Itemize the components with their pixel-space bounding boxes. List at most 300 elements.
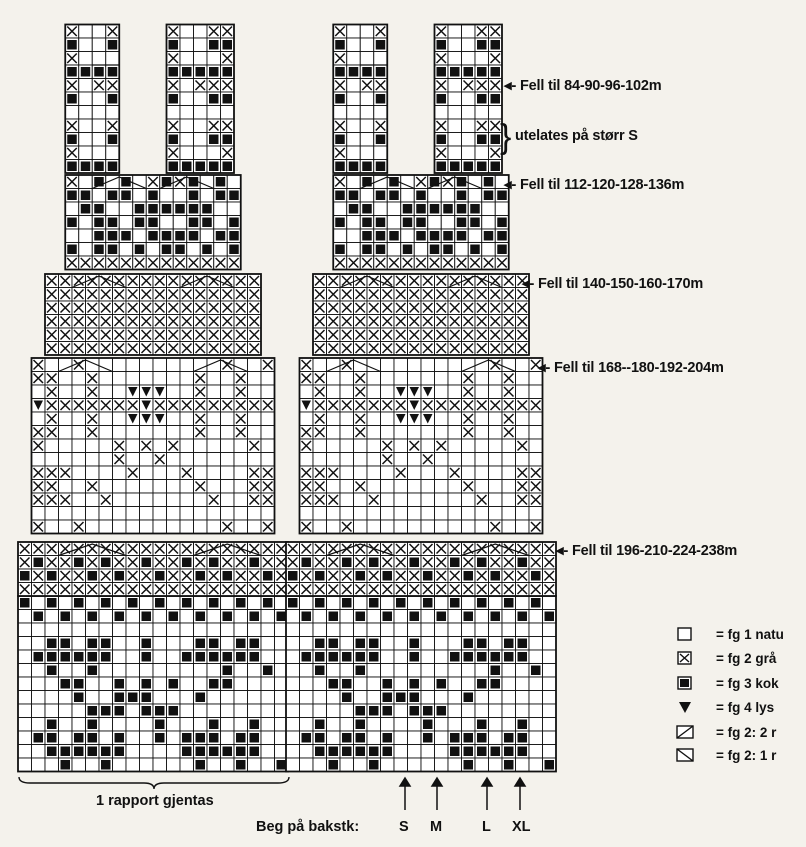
filled-cell [47,652,57,662]
filled-cell [410,612,420,622]
grid-cell [381,466,395,480]
filled-cell [250,639,260,649]
chart-piece-1 [18,25,288,772]
grid-cell [300,507,314,521]
grid-cell [99,453,113,467]
filled-cell [162,204,172,214]
filled-cell [329,639,339,649]
grid-cell [18,691,32,705]
grid-cell [167,718,181,732]
grid-cell [99,385,113,399]
diagonal-down-icon [676,748,694,762]
grid-cell [475,439,489,453]
filled-cell [209,94,219,104]
filled-cell [67,245,77,255]
filled-cell [263,598,273,608]
grid-cell [92,52,106,66]
grid-cell [234,480,248,494]
filled-cell [88,612,98,622]
grid-cell [221,439,235,453]
grid-cell [261,623,275,637]
grid-cell [207,146,221,160]
grid-cell [543,650,557,664]
filled-cell [162,245,172,255]
grid-cell [529,507,543,521]
grid-cell [381,623,395,637]
grid-cell [286,758,300,772]
filled-cell [223,162,233,172]
filled-cell [443,204,453,214]
grid-cell [489,718,503,732]
filled-cell [329,679,339,689]
grid-cell [140,520,154,534]
grid-cell [221,758,235,772]
grid-cell [394,426,408,440]
filled-cell [477,652,487,662]
grid-cell [72,704,86,718]
grid-cell [153,480,167,494]
grid-cell [340,637,354,651]
grid-cell [79,216,93,230]
grid-cell [462,439,476,453]
grid-cell [408,507,422,521]
grid-cell [153,623,167,637]
grid-cell [367,677,381,691]
filled-cell [497,245,507,255]
grid-cell [516,596,530,610]
grid-cell [529,623,543,637]
grid-cell [475,691,489,705]
filled-cell [470,245,480,255]
grid-cell [207,412,221,426]
filled-cell [403,218,413,228]
grid-cell [167,623,181,637]
filled-cell [169,679,179,689]
filled-cell [335,245,345,255]
filled-cell [148,191,158,201]
grid-cell [153,426,167,440]
grid-cell [354,453,368,467]
grid-cell [367,691,381,705]
grid-cell [167,637,181,651]
grid-cell [462,704,476,718]
filled-cell [94,204,104,214]
grid-cell [435,106,449,120]
filled-cell [115,733,125,743]
grid-cell [180,38,194,52]
filled-cell [223,67,233,77]
grid-cell [462,119,476,133]
filled-cell [315,598,325,608]
grid-cell [462,520,476,534]
grid-cell [92,189,106,203]
grid-cell [248,691,262,705]
grid-cell [180,520,194,534]
filled-cell [94,245,104,255]
grid-cell [462,38,476,52]
grid-cell [381,650,395,664]
grid-cell [126,745,140,759]
filled-cell [383,612,393,622]
filled-cell [437,40,447,50]
grid-cell [167,106,181,120]
grid-cell [234,439,248,453]
grid-cell [381,758,395,772]
grid-cell [482,243,496,257]
grid-cell [167,520,181,534]
filled-cell [423,598,433,608]
grid-cell [327,731,341,745]
filled-cell [61,679,71,689]
filled-cell [369,639,379,649]
legend-item-fg4: = fg 4 lys [676,697,774,717]
grid-cell [207,520,221,534]
filled-cell [196,639,206,649]
grid-cell [462,92,476,106]
filled-cell [464,760,474,770]
grid-cell [86,623,100,637]
grid-cell [207,664,221,678]
grid-cell [227,202,241,216]
grid-cell [59,507,73,521]
grid-cell [421,610,435,624]
grid-cell [448,507,462,521]
filled-cell [142,679,152,689]
filled-cell [329,747,339,757]
grid-cell [502,704,516,718]
grid-cell [502,439,516,453]
annotation-fell-112: ◂- Fell til 112-120-128-136m [504,176,685,193]
grid-cell [180,439,194,453]
grid-cell [126,623,140,637]
grid-cell [529,677,543,691]
grid-cell [489,439,503,453]
grid-cell [86,758,100,772]
filled-cell [497,231,507,241]
grid-cell [516,623,530,637]
filled-cell [369,598,379,608]
grid-cell [194,358,208,372]
grid-cell [286,677,300,691]
grid-cell [462,25,476,39]
grid-cell [327,691,341,705]
grid-cell [394,439,408,453]
grid-cell [99,466,113,480]
grid-cell [207,453,221,467]
annotation-fell-168: ◂- Fell til 168--180-192-204m [538,359,724,376]
grid-cell [421,664,435,678]
filled-cell [376,231,386,241]
filled-cell [115,747,125,757]
grid-cell [516,358,530,372]
filled-cell [236,733,246,743]
grid-cell [354,520,368,534]
filled-cell [403,204,413,214]
grid-cell [313,623,327,637]
grid-cell [489,493,503,507]
grid-cell [374,52,388,66]
grid-cell [72,385,86,399]
grid-cell [153,664,167,678]
filled-cell [101,706,111,716]
grid-cell [180,758,194,772]
grid-cell [408,596,422,610]
filled-cell [457,231,467,241]
grid-cell [340,493,354,507]
filled-cell [61,639,71,649]
grid-cell [448,52,462,66]
grid-cell [248,677,262,691]
filled-cell [202,204,212,214]
grid-cell [327,426,341,440]
grid-cell [180,358,194,372]
grid-cell [300,385,314,399]
grid-cell [529,704,543,718]
grid-cell [32,596,46,610]
filled-cell [47,747,57,757]
grid-cell [489,385,503,399]
filled-cell [20,598,30,608]
grid-cell [221,412,235,426]
filled-cell [376,162,386,172]
grid-cell [300,596,314,610]
grid-cell [529,718,543,732]
filled-cell [148,218,158,228]
grid-cell [448,704,462,718]
filled-cell [101,598,111,608]
grid-cell [167,596,181,610]
filled-cell [223,747,233,757]
filled-cell [148,231,158,241]
grid-cell [126,493,140,507]
grid-cell [72,610,86,624]
grid-cell [180,493,194,507]
grid-cell [347,52,361,66]
grid-cell [221,637,235,651]
grid-cell [32,718,46,732]
filled-cell [518,720,528,730]
filled-cell [196,693,206,703]
filled-cell [155,571,165,581]
filled-cell [81,67,91,77]
grid-cell [354,623,368,637]
grid-cell [435,718,449,732]
grid-cell [180,704,194,718]
grid-cell [462,106,476,120]
grid-cell [475,520,489,534]
grid-cell [180,79,194,93]
grid-cell [126,704,140,718]
grid-cell [489,691,503,705]
grid-cell [187,243,201,257]
filled-cell [362,162,372,172]
filled-cell [430,245,440,255]
grid-cell [221,106,235,120]
grid-cell [374,202,388,216]
cross-square-icon [676,651,694,665]
grid-cell [45,610,59,624]
grid-cell [516,372,530,386]
grid-cell [354,507,368,521]
grid-cell [221,480,235,494]
grid-cell [381,664,395,678]
grid-cell [32,745,46,759]
grid-cell [435,358,449,372]
filled-cell [484,191,494,201]
grid-cell [367,731,381,745]
grid-cell [340,412,354,426]
grid-cell [489,453,503,467]
grid-cell [360,119,374,133]
grid-cell [167,745,181,759]
grid-cell [214,202,228,216]
filled-cell [142,639,152,649]
grid-cell [475,52,489,66]
filled-cell [356,733,366,743]
grid-cell [381,426,395,440]
filled-cell [356,706,366,716]
grid-cell [435,372,449,386]
filled-cell [229,231,239,241]
grid-cell [367,664,381,678]
grid-cell [462,146,476,160]
grid-cell [234,466,248,480]
filled-cell [315,720,325,730]
grid-cell [448,623,462,637]
grid-cell [367,507,381,521]
grid-cell [248,412,262,426]
grid-cell [441,189,455,203]
grid-cell [45,623,59,637]
filled-cell [74,558,84,568]
grid-cell [180,52,194,66]
filled-cell [302,612,312,622]
grid-cell [394,664,408,678]
filled-cell [335,218,345,228]
grid-cell [248,426,262,440]
grid-cell [45,758,59,772]
grid-cell [113,718,127,732]
grid-cell [86,691,100,705]
grid-cell [401,175,415,189]
grid-cell [489,758,503,772]
filled-cell [342,733,352,743]
grid-cell [261,731,275,745]
grid-cell [194,133,208,147]
filled-cell [410,558,420,568]
grid-cell [126,731,140,745]
grid-cell [313,677,327,691]
filled-cell [121,231,131,241]
grid-cell [300,453,314,467]
grid-cell [354,758,368,772]
grid-cell [221,704,235,718]
filled-cell [142,558,152,568]
grid-cell [153,507,167,521]
grid-cell [300,664,314,678]
filled-cell [362,245,372,255]
filled-cell [389,231,399,241]
grid-cell [421,466,435,480]
grid-cell [248,453,262,467]
grid-cell [475,507,489,521]
grid-cell [360,38,374,52]
filled-cell [209,40,219,50]
filled-cell [362,231,372,241]
grid-cell [529,731,543,745]
grid-cell [333,229,347,243]
grid-cell [167,372,181,386]
grid-cell [360,92,374,106]
filled-cell [88,639,98,649]
grid-cell [367,358,381,372]
grid-cell [113,596,127,610]
filled-cell [464,639,474,649]
filled-cell [477,135,487,145]
triangle-down-icon [676,700,694,714]
grid-cell [327,623,341,637]
filled-cell [74,693,84,703]
grid-cell [448,718,462,732]
grid-cell [59,358,73,372]
filled-cell [47,598,57,608]
grid-cell [462,358,476,372]
filled-cell [477,720,487,730]
grid-cell [180,718,194,732]
grid-cell [313,610,327,624]
filled-cell [209,67,219,77]
filled-cell [209,639,219,649]
grid-cell [381,493,395,507]
filled-cell [108,191,118,201]
grid-cell [248,507,262,521]
grid-cell [126,758,140,772]
grid-cell [347,25,361,39]
grid-cell [153,466,167,480]
filled-cell [329,612,339,622]
grid-cell [468,175,482,189]
grid-cell [516,704,530,718]
grid-cell [313,758,327,772]
grid-cell [72,426,86,440]
grid-cell [354,493,368,507]
grid-cell [360,25,374,39]
filled-cell [209,558,219,568]
grid-cell [475,426,489,440]
grid-cell [347,146,361,160]
grid-cell [140,466,154,480]
grid-cell [475,758,489,772]
filled-cell [342,747,352,757]
grid-cell [340,664,354,678]
grid-cell [313,358,327,372]
grid-cell [86,439,100,453]
grid-cell [18,758,32,772]
repeat-label: 1 rapport gjentas [96,793,214,809]
grid-cell [347,175,361,189]
grid-cell [502,691,516,705]
grid-cell [207,466,221,480]
grid-cell [59,453,73,467]
filled-cell [470,204,480,214]
grid-cell [387,216,401,230]
filled-cell [189,218,199,228]
grid-cell [381,637,395,651]
grid-cell [113,426,127,440]
grid-cell [286,731,300,745]
filled-cell [81,162,91,172]
grid-cell [529,439,543,453]
